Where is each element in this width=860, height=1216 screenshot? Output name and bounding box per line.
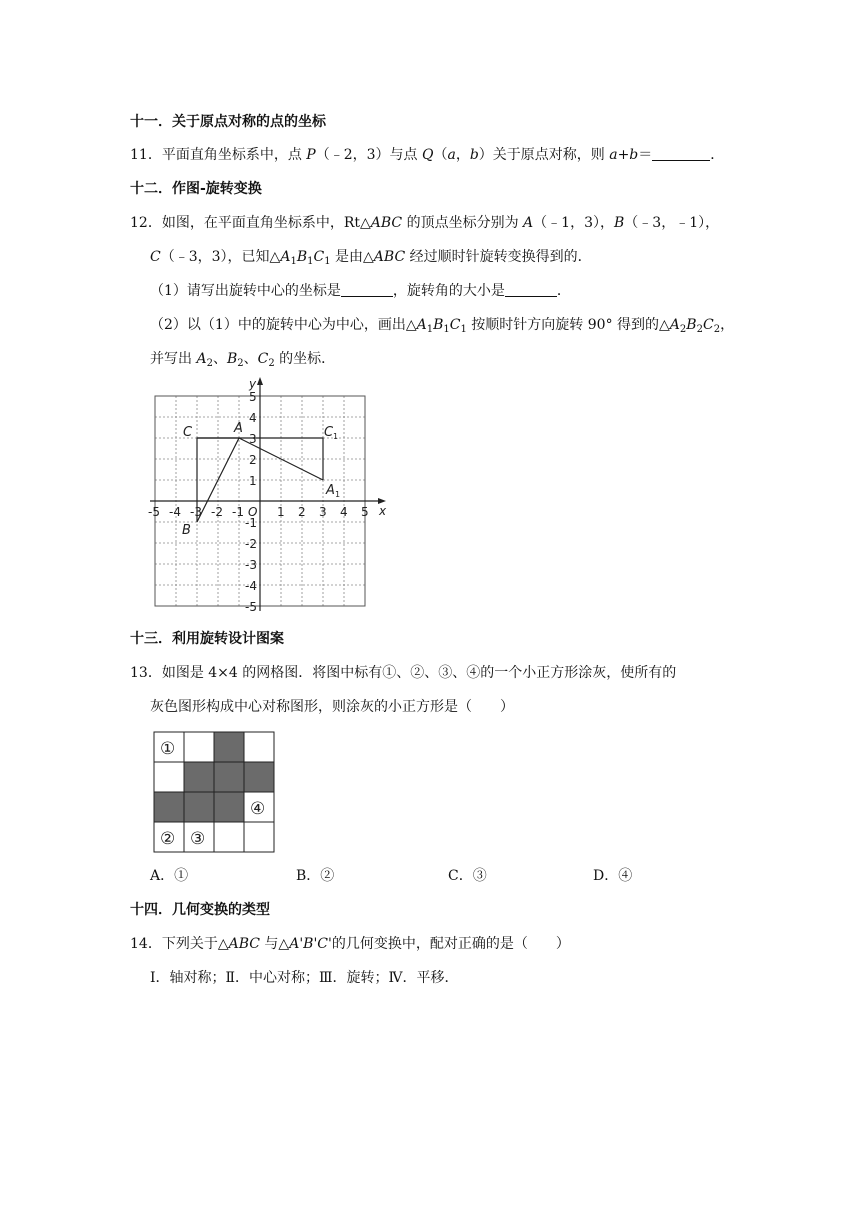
section-heading-13: 十三．利用旋转设计图案 xyxy=(130,631,284,647)
y-tick-label: -1 xyxy=(245,516,257,530)
point-label-c1: C xyxy=(324,425,334,440)
y-tick-label: -3 xyxy=(245,558,257,572)
point-label-a1-sub: 1 xyxy=(335,490,341,499)
question-12-line-1: 12．如图，在平面直角坐标系中，Rt△ABC 的顶点坐标分别为 A（﹣1，3），B（﹣3，﹣1）， xyxy=(130,215,720,231)
x-tick-label: -3 xyxy=(190,505,202,519)
y-tick-label: 2 xyxy=(249,453,257,467)
coordinate-grid-figure xyxy=(150,375,390,615)
question-12-part-1: （1）请写出旋转中心的坐标是 ，旋转角的大小是 ． xyxy=(150,283,571,299)
question-13-line-2: 灰色图形构成中心对称图形，则涂灰的小正方形是（ ） xyxy=(150,699,514,715)
question-12-part-2-cont: 并写出 $A_2$、$B_2$、$C_2$ 的坐标． xyxy=(150,351,336,369)
y-tick-label: -5 xyxy=(245,600,257,614)
option-b[interactable]: B．② xyxy=(296,868,335,884)
y-tick-label: -2 xyxy=(245,537,257,551)
point-label-c: C xyxy=(183,425,193,440)
answer-blank xyxy=(341,282,393,297)
x-tick-label: -1 xyxy=(232,505,244,519)
option-c[interactable]: C．③ xyxy=(448,868,487,884)
four-by-four-grid-figure xyxy=(153,731,277,855)
y-tick-label: 4 xyxy=(249,411,257,425)
point-label-b: B xyxy=(182,523,191,538)
question-12-line-2: C（﹣3，3），已知$\triangle A_1B_1C_1$ 是由△ABC 经过顺时针旋转变换得到的． xyxy=(150,249,592,267)
section-heading-14: 十四．几何变换的类型 xyxy=(130,902,270,918)
x-tick-label: 5 xyxy=(361,505,369,519)
answer-blank xyxy=(505,282,557,297)
section-heading-12: 十二．作图-旋转变换 xyxy=(130,181,262,197)
origin-label: O xyxy=(248,505,258,519)
x-axis-label: x xyxy=(379,504,387,518)
option-d[interactable]: D．④ xyxy=(593,868,633,884)
x-tick-label: -4 xyxy=(169,505,181,519)
point-label-a1: A xyxy=(326,483,335,498)
x-tick-label: -5 xyxy=(148,505,160,519)
y-axis-label: y xyxy=(249,377,257,391)
section-heading-11: 十一．关于原点对称的点的坐标 xyxy=(130,114,326,130)
question-14: 14．下列关于△ABC 与△A'B'C'的几何变换中，配对正确的是（ ） xyxy=(130,936,570,952)
question-14-options: Ⅰ．轴对称；Ⅱ．中心对称；Ⅲ．旋转；Ⅳ．平移． xyxy=(150,970,459,986)
x-tick-label: 1 xyxy=(277,505,285,519)
cell-mark-4: ④ xyxy=(250,799,266,819)
question-12-part-2: （2）以（1）中的旋转中心为中心，画出$\triangle A_1B_1C_1$ 按顺时针方向旋转 90° 得到的$\triangle A_2B_2C_2$， xyxy=(150,317,735,335)
point-label-a: A xyxy=(234,421,243,436)
x-tick-label: 3 xyxy=(319,505,327,519)
y-tick-label: 5 xyxy=(249,390,257,404)
y-tick-label: -4 xyxy=(245,579,257,593)
cell-mark-3: ③ xyxy=(190,829,206,849)
question-13-line-1: 13．如图是 4×4 的网格图．将图中标有①、②、③、④的一个小正方形涂灰，使所有的 xyxy=(130,665,677,681)
point-label-c1-sub: 1 xyxy=(333,432,339,441)
y-tick-label: 1 xyxy=(249,474,257,488)
option-a[interactable]: A．① xyxy=(150,868,189,884)
cell-mark-2: ② xyxy=(160,829,176,849)
answer-blank xyxy=(652,146,710,161)
x-tick-label: -2 xyxy=(211,505,223,519)
x-tick-label: 2 xyxy=(298,505,306,519)
y-tick-label: 3 xyxy=(249,432,257,446)
cell-mark-1: ① xyxy=(160,739,176,759)
question-11: 11．平面直角坐标系中，点 P（﹣2，3）与点 Q（a，b）关于原点对称，则 a+b＝ ． xyxy=(130,147,725,163)
x-tick-label: 4 xyxy=(340,505,348,519)
